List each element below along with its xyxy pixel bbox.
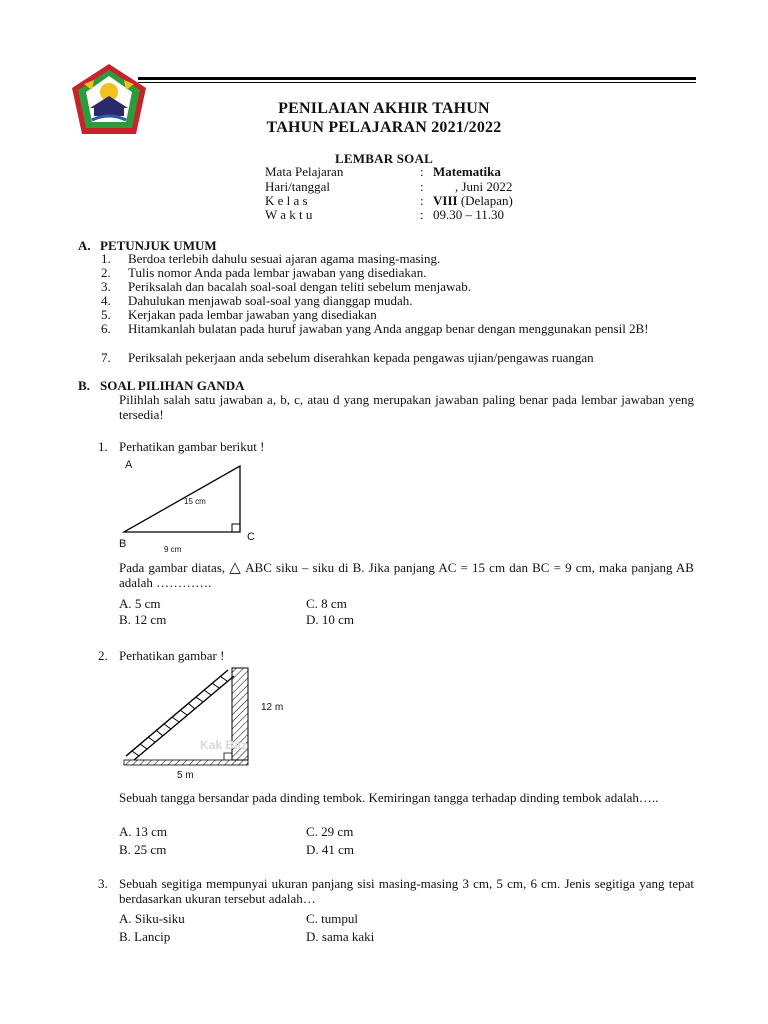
vertex-a-label: A xyxy=(125,459,133,471)
exam-title: PENILAIAN AKHIR TAHUN xyxy=(278,100,490,117)
q3-option-c[interactable]: C. tumpul xyxy=(306,911,359,926)
ladder-figure xyxy=(120,664,300,784)
question-1-text: Pada gambar diatas, △ ABC siku – siku di B. Jika panjang AC = 15 cm dan BC = 9 cm, maka panjang AB adalah …………. xyxy=(119,558,694,590)
vertex-b-label: B xyxy=(119,538,127,550)
question-2-text: Sebuah tangga bersandar pada dinding tembok. Kemiringan tangga terhadap dinding tembok adalah….. xyxy=(119,790,659,805)
exam-year: TAHUN PELAJARAN 2021/2022 xyxy=(266,119,502,136)
q1-option-c[interactable]: C. 8 cm xyxy=(306,596,347,611)
section-b-instruction: Pilihlah salah satu jawaban a, b, c, atau d yang merupakan jawaban paling benar pada lembar jawaban yeng tersedia! xyxy=(119,392,694,422)
header-rule xyxy=(138,77,696,83)
q3-option-a[interactable]: A. Siku-siku xyxy=(119,911,185,926)
q1-option-b[interactable]: B. 12 cm xyxy=(119,612,167,627)
right-triangle-figure xyxy=(116,458,276,558)
q3-option-b[interactable]: B. Lancip xyxy=(119,929,171,944)
q3-option-d[interactable]: D. sama kaki xyxy=(306,929,375,944)
q1-option-a[interactable]: A. 5 cm xyxy=(119,596,161,611)
section-a-heading: A. PETUNJUK UMUM xyxy=(78,238,217,253)
wall-height-label: 12 m xyxy=(261,702,284,713)
vertex-c-label: C xyxy=(247,531,255,543)
hypotenuse-label: 15 cm xyxy=(184,497,206,506)
q2-option-d[interactable]: D. 41 cm xyxy=(306,842,355,857)
q2-option-a[interactable]: A. 13 cm xyxy=(119,824,168,839)
q1-option-d[interactable]: D. 10 cm xyxy=(306,612,355,627)
ground-length-label: 5 m xyxy=(177,770,194,781)
base-label: 9 cm xyxy=(164,545,182,554)
section-b-heading: B. SOAL PILIHAN GANDA xyxy=(78,378,245,393)
triangle-symbol: △ xyxy=(229,558,242,576)
q2-option-c[interactable]: C. 29 cm xyxy=(306,824,354,839)
sheet-title: LEMBAR SOAL xyxy=(335,151,433,166)
q2-option-b[interactable]: B. 25 cm xyxy=(119,842,167,857)
watermark: Kak Baz xyxy=(200,738,247,752)
